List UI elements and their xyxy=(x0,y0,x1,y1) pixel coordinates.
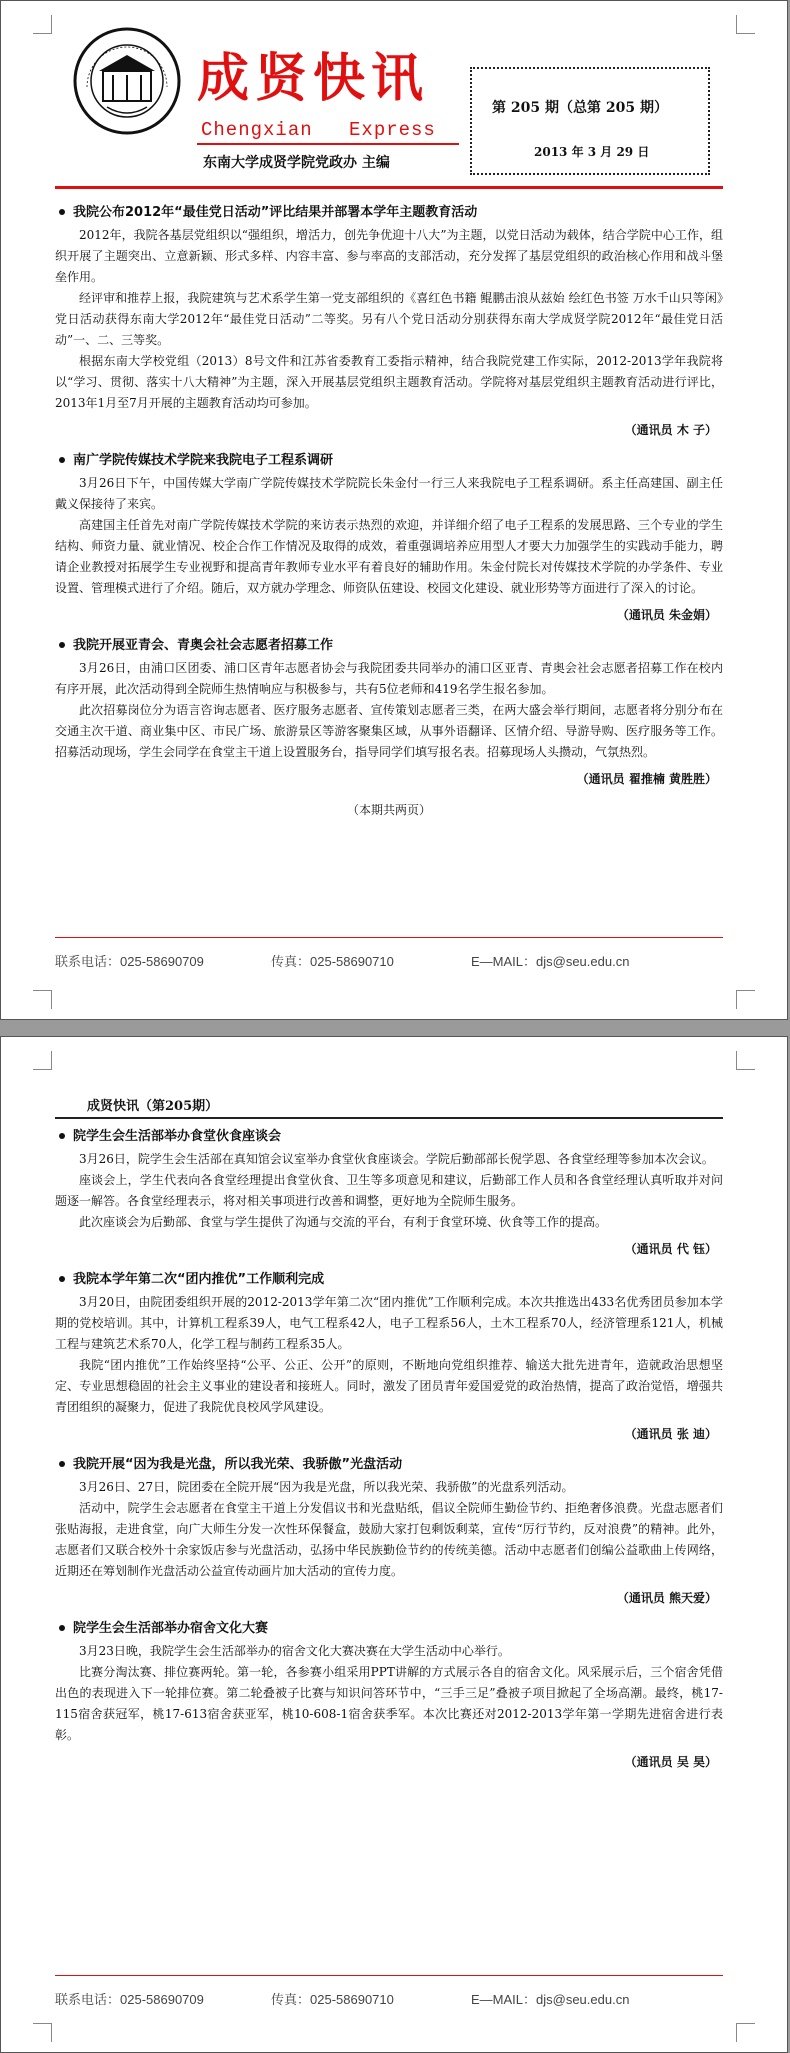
article-title: 我院开展“因为我是光盘，所以我光荣、我骄傲”光盘活动 xyxy=(73,1457,403,1472)
crop-mark xyxy=(33,2023,52,2042)
crop-mark xyxy=(736,1051,755,1070)
article-paragraph: 座谈会上，学生代表向各食堂经理提出食堂伙食、卫生等多项意见和建议，后勤部工作人员和各食堂经理认真听取并对问题逐一解答。各食堂经理表示，将对相关事项进行改善和调整，更好地为全院师生服务。 xyxy=(55,1173,723,1208)
article-title: 院学生会生活部举办宿舍文化大赛 xyxy=(73,1621,269,1636)
footer-email: E—MAIL：djs@seu.edu.cn xyxy=(471,1992,630,2007)
article xyxy=(55,1619,723,1773)
article-title: 院学生会生活部举办食堂伙食座谈会 xyxy=(73,1129,282,1144)
header-rule xyxy=(55,186,723,189)
bullet-icon xyxy=(59,1461,65,1467)
article-paragraph: 活动中，院学生会志愿者在食堂主干道上分发倡议书和光盘贴纸，倡议全院师生勤俭节约、拒绝奢侈浪费。光盘志愿者们张贴海报，走进食堂，向广大师生分发一次性环保餐盒，鼓励大家打包剩饭剩菜，宣传“厉行节约，反对浪费”的精神。此外，志愿者们又联合校外十余家饭店参与光盘活动，弘扬中华民族勤俭节约的传统美德。活动中志愿者们创编公益歌曲上传网络，近期还在筹划制作光盘活动公益宣传动画片加大活动的宣传力度。 xyxy=(55,1501,723,1578)
article-title: 南广学院传媒技术学院来我院电子工程系调研 xyxy=(73,453,334,468)
article-paragraph: 此次招募岗位分为语言咨询志愿者、医疗服务志愿者、宣传策划志愿者三类，在两大盛会举行期间，志愿者将分别分布在交通主次干道、商业集中区、市民广场、旅游景区等游客聚集区域，从事外语翻译、区情介绍、导游导购、医疗服务等工作。招募活动现场，学生会同学在食堂主干道上设置服务台，指导同学们填写报名表。招募现场人头攒动，气氛热烈。 xyxy=(55,703,723,759)
issue-date: 2013 年 3 月 29 日 xyxy=(534,145,650,159)
page-two xyxy=(0,1036,788,2053)
article-paragraph: 比赛分淘汰赛、排位赛两轮。第一轮，各参赛小组采用PPT讲解的方式展示各自的宿舍文化。风采展示后，三个宿舍凭借出色的表现进入下一轮排位赛。第二轮叠被子比赛与知识问答环节中，“三手三足”叠被子项目掀起了全场高潮。最终，桃17-115宿舍获冠军，桃17-613宿舍获亚军，桃10-608-1宿舍获季军。本次比赛还对2012-2013学年第一学期先进宿舍进行表彰。 xyxy=(55,1665,723,1742)
running-head: 成贤快讯（第205期） xyxy=(87,1099,219,1114)
article-title: 我院本学年第二次“团内推优”工作顺利完成 xyxy=(73,1272,325,1287)
reporter-signature: （通讯员 朱金娟） xyxy=(616,608,717,622)
crop-mark xyxy=(33,1051,52,1070)
crop-mark xyxy=(33,990,52,1009)
masthead-subtitle: Chengxian Express xyxy=(201,119,436,141)
article-paragraph: 3月26日、27日，院团委在全院开展“因为我是光盘，所以我光荣、我骄傲”的光盘系列活动。 xyxy=(79,1480,574,1494)
article-paragraph: 根据东南大学校党组（2013）8号文件和江苏省委教育工委指示精神，结合我院党建工作实际，2012-2013学年我院将以“学习、贯彻、落实十八大精神”为主题，深入开展基层党组织主题教育活动。学院将对基层党组织主题教育活动进行评比，2013年1月至7月开展的主题教育活动均可参加。 xyxy=(55,354,723,410)
footer-phone: 联系电话：025-58690709 xyxy=(55,1992,204,2007)
article-paragraph: 此次座谈会为后勤部、食堂与学生提供了沟通与交流的平台，有利于食堂环境、伙食等工作的提高。 xyxy=(79,1215,608,1229)
bullet-icon xyxy=(59,1276,65,1282)
footer-rule xyxy=(55,1975,723,1976)
reporter-signature: （通讯员 熊天爱） xyxy=(616,1591,717,1605)
crop-mark xyxy=(736,990,755,1009)
article xyxy=(55,1455,723,1609)
article-paragraph: 3月26日，由浦口区团委、浦口区青年志愿者协会与我院团委共同举办的浦口区亚青、青奥会社会志愿者招募工作在校内有序开展，此次活动得到全院师生热情响应与积极参与，共有5位老师和419名学生报名参加。 xyxy=(55,661,723,696)
article-paragraph: 3月26日，院学生会生活部在真知馆会议室举办食堂伙食座谈会。学院后勤部部长倪学恩、各食堂经理等参加本次会议。 xyxy=(79,1152,714,1166)
masthead-underline xyxy=(197,143,459,145)
footer-fax: 传真：025-58690710 xyxy=(271,954,394,969)
footer-phone: 联系电话：025-58690709 xyxy=(55,954,204,969)
reporter-signature: （通讯员 代 钰） xyxy=(624,1242,717,1256)
article xyxy=(55,451,723,626)
page-one-content xyxy=(55,197,723,821)
university-seal-icon xyxy=(73,27,181,135)
bullet-icon xyxy=(59,457,65,463)
article xyxy=(55,1127,723,1260)
page-two-content xyxy=(55,1121,723,1783)
article xyxy=(55,203,723,441)
article-title: 我院公布2012年“最佳党日活动”评比结果并部署本学年主题教育活动 xyxy=(73,205,478,220)
article-title: 我院开展亚青会、青奥会社会志愿者招募工作 xyxy=(73,638,334,653)
reporter-signature: （通讯员 张 迪） xyxy=(624,1427,717,1441)
reporter-signature: （通讯员 翟推楠 黄胜胜） xyxy=(576,772,717,786)
page-count-note: （本期共两页） xyxy=(346,803,431,817)
crop-mark xyxy=(736,15,755,34)
article xyxy=(55,1270,723,1445)
bullet-icon xyxy=(59,642,65,648)
header-rule xyxy=(55,1117,723,1119)
article-paragraph: 3月23日晚，我院学生会生活部举办的宿舍文化大赛决赛在大学生活动中心举行。 xyxy=(79,1644,510,1658)
issue-box xyxy=(470,67,710,175)
crop-mark xyxy=(736,2023,755,2042)
footer-rule xyxy=(55,937,723,938)
bullet-icon xyxy=(59,1625,65,1631)
article-paragraph: 3月20日，由院团委组织开展的2012-2013学年第二次“团内推优”工作顺利完成。本次共推选出433名优秀团员参加本学期的党校培训。其中，计算机工程系39人，电气工程系42人，电子工程系56人，土木工程系70人，经济管理系121人，机械工程与建筑艺术系70人，化学工程与制药工程系35人。 xyxy=(55,1295,723,1351)
footer-email: E—MAIL：djs@seu.edu.cn xyxy=(471,954,630,969)
editor-line: 东南大学成贤学院党政办 主编 xyxy=(203,155,390,171)
article-paragraph: 我院“团内推优”工作始终坚持“公平、公正、公开”的原则，不断地向党组织推荐、输送大批先进青年，造就政治思想坚定、专业思想稳固的社会主义事业的建设者和接班人。同时，激发了团员青年爱国爱党的政治热情，提高了政治觉悟，增强共青团组织的凝聚力，促进了我院优良校风学风建设。 xyxy=(55,1358,723,1414)
article-paragraph: 2012年，我院各基层党组织以“强组织，增活力，创先争优迎十八大”为主题，以党日活动为载体，结合学院中心工作，组织开展了主题突出、立意新颖、形式多样、内容丰富、参与率高的支部活动，充分发挥了基层党组织的政治核心作用和战斗堡垒作用。 xyxy=(55,228,723,284)
footer-fax: 传真：025-58690710 xyxy=(271,1992,394,2007)
crop-mark xyxy=(33,15,52,34)
article-paragraph: 3月26日下午，中国传媒大学南广学院传媒技术学院院长朱金付一行三人来我院电子工程系调研。系主任高建国、副主任戴义保接待了来宾。 xyxy=(55,476,723,511)
page-one xyxy=(0,0,788,1020)
masthead-title: 成贤快讯 xyxy=(197,48,430,109)
article xyxy=(55,636,723,790)
reporter-signature: （通讯员 木 子） xyxy=(624,423,717,437)
reporter-signature: （通讯员 吴 昊） xyxy=(624,1755,717,1769)
bullet-icon xyxy=(59,1133,65,1139)
bullet-icon xyxy=(59,209,65,215)
article-paragraph: 高建国主任首先对南广学院传媒技术学院的来访表示热烈的欢迎，并详细介绍了电子工程系的发展思路、三个专业的学生结构、师资力量、就业情况、校企合作工作情况及取得的成效，着重强调培养应用型人才要大力加强学生的实践动手能力，聘请企业教授对拓展学生专业视野和提高青年教师专业水平有着良好的辅助作用。朱金付院长对传媒技术学院的办学条件、专业设置、管理模式进行了介绍。随后，双方就办学理念、师资队伍建设、校园文化建设、就业形势等方面进行了深入的讨论。 xyxy=(55,518,723,595)
issue-number: 第 205 期（总第 205 期） xyxy=(492,100,668,116)
article-paragraph: 经评审和推荐上报，我院建筑与艺术系学生第一党支部组织的《喜红色书籍 鲲鹏击浪从兹始 绘红色书签 万水千山只等闲》党日活动获得东南大学2012年“最佳党日活动”二等奖。另有八个党日活动分别获得东南大学成贤学院2012年“最佳党日活动”一、二、三等奖。 xyxy=(55,291,723,347)
